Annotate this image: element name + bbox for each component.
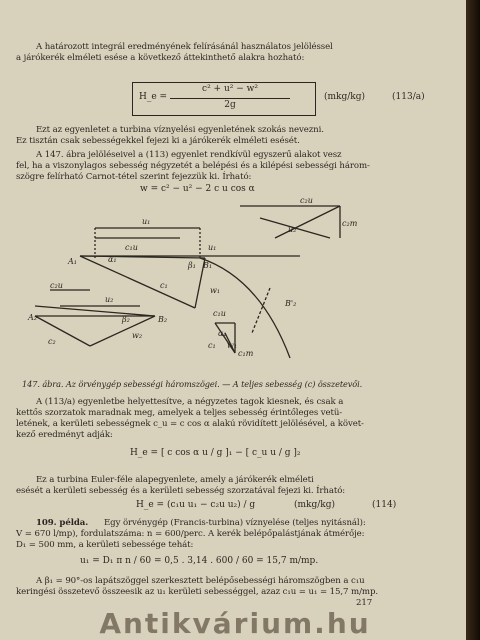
paragraph-line: V = 670 l/mp), fordulatszáma: n = 600/perc. A kerék belépőpalástjának átmérője: [16,529,365,539]
equation-number: (113/a) [392,92,425,102]
diagram-label: β₁ [188,261,196,270]
paragraph-line: D₁ = 500 mm, a kerületi sebessége tehát: [16,540,194,550]
diagram-label: B₂ [158,315,168,324]
velocity-triangles-figure [20,198,410,376]
paragraph-line: kettős szorzatok maradnak meg, amelyek a teljes sebesség érintőleges vetü- [16,408,343,418]
diagram-label: c₁u [213,309,226,318]
paragraph-line: A (113/a) egyenletbe helyettesítve, a négyzetes tagok kiesnek, és csak a [36,397,344,407]
c1-vector [80,256,195,308]
paragraph-line: A határozott integrál eredményének felírásánál használatos jelöléssel [36,42,333,52]
equation-numerator: c² + u² − w² [202,84,258,94]
paragraph-line: esését a kerületi sebesség és a kerületi sebesség szorzatával fejezi ki. Írható: [16,486,346,496]
diagram-label: u₁ [142,217,151,226]
carnot-equation: w = c² − u² − 2 c u cos α [140,184,255,194]
example-title: 109. példa. [36,518,89,528]
diagram-label: α₁ [218,329,227,338]
equation-114: H_e = (c₁u u₁ − c₂u u₂) / g [136,500,256,510]
diagram-label: c₂u [300,198,313,205]
diagram-label: α₁ [108,255,117,264]
diagram-label: B₁ [203,261,213,270]
diagram-label: β₂ [122,315,130,324]
diagram-label: u₂ [288,225,297,234]
equation-lhs: H_e = [139,92,168,102]
paragraph-line: a járókerék elméleti esése a következő áttekinthető alakra hozható: [16,53,305,63]
diagram-label: c₁m [238,349,254,358]
page-number: 217 [356,598,373,608]
paragraph-line: A β₁ = 90°-os lapátszöggel szerkesztett belépősebességi háromszögben a c₁u [36,576,365,586]
equation-denominator: 2g [224,100,236,110]
paragraph-line: fel, ha a viszonylagos sebesség négyzetét a belépési és a kilépési sebességi három- [16,161,370,171]
equation-units: (mkg/kg) [294,500,336,510]
diagram-label: B'₂ [285,299,297,308]
diagram-label: u₂ [105,295,114,304]
equation-number: (114) [372,500,397,510]
paragraph-line: szögre felírható Carnot-tétel szerint fejezzük ki. Írható: [16,172,252,182]
diagram-label: u₁ [208,243,217,252]
diagram-label: A₁ [68,257,77,266]
a2b2-line [35,306,155,316]
diagram-label: A₂ [28,313,37,322]
diagram-label: w₁ [210,286,221,295]
diagram-label: c₂ [48,337,56,346]
figure-caption: 147. ábra. Az örvénygép sebességi háromszögei. — A teljes sebesség (c) összetevői. [22,379,363,389]
paragraph-line: kező eredményt adják: [16,430,113,440]
paragraph-line: Ezt az egyenletet a turbina víznyelési egyenletének szokás nevezni. [36,125,324,135]
diagram-label: c₂m [342,219,358,228]
paragraph-line: Ez a turbina Euler-féle alapegyenlete, amely a járókerék elméleti [36,475,314,485]
watermark-logo: Antikvárium.hu [99,607,371,640]
u1-equation: u₁ = D₁ π n / 60 = 0,5 . 3,14 . 600 / 60 = 15,7 m/mp. [80,556,319,566]
book-gutter-shadow [466,0,480,640]
fraction-bar [170,98,290,99]
euler-equation: H_e = [ c cos α u / g ]₁ − [ c_u u / g ]₂ [130,448,301,458]
diagram-label: c₁u [125,243,138,252]
diagram-label: c₁ [208,341,216,350]
diagram-label: c₁ [160,281,168,290]
diagram-label: c₂u [50,281,63,290]
paragraph-line: keringési összetevő összeesik az u₁ kerületi sebességgel, azaz c₁u = u₁ = 15,7 m/mp. [16,587,378,597]
paragraph-line: A 147. ábra jelöléseivel a (113) egyenlet rendkívül egyszerű alakot vesz [36,150,342,160]
paragraph-line: Egy örvénygép (Francis-turbina) víznyelése (teljes nyitásnál): [104,518,366,528]
diagram-label: w₁ [227,341,238,350]
paragraph-line: letének, a kerületi sebességnek c_u = c cos α alakú rövidített jelölésével, a követ- [16,419,364,429]
diagram-label: w₂ [132,331,143,340]
c2-vector [35,316,90,346]
paragraph-line: Ez tisztán csak sebességekkel fejezi ki a járókerék elméleti esését. [16,136,300,146]
equation-units: (mkg/kg) [324,92,366,102]
